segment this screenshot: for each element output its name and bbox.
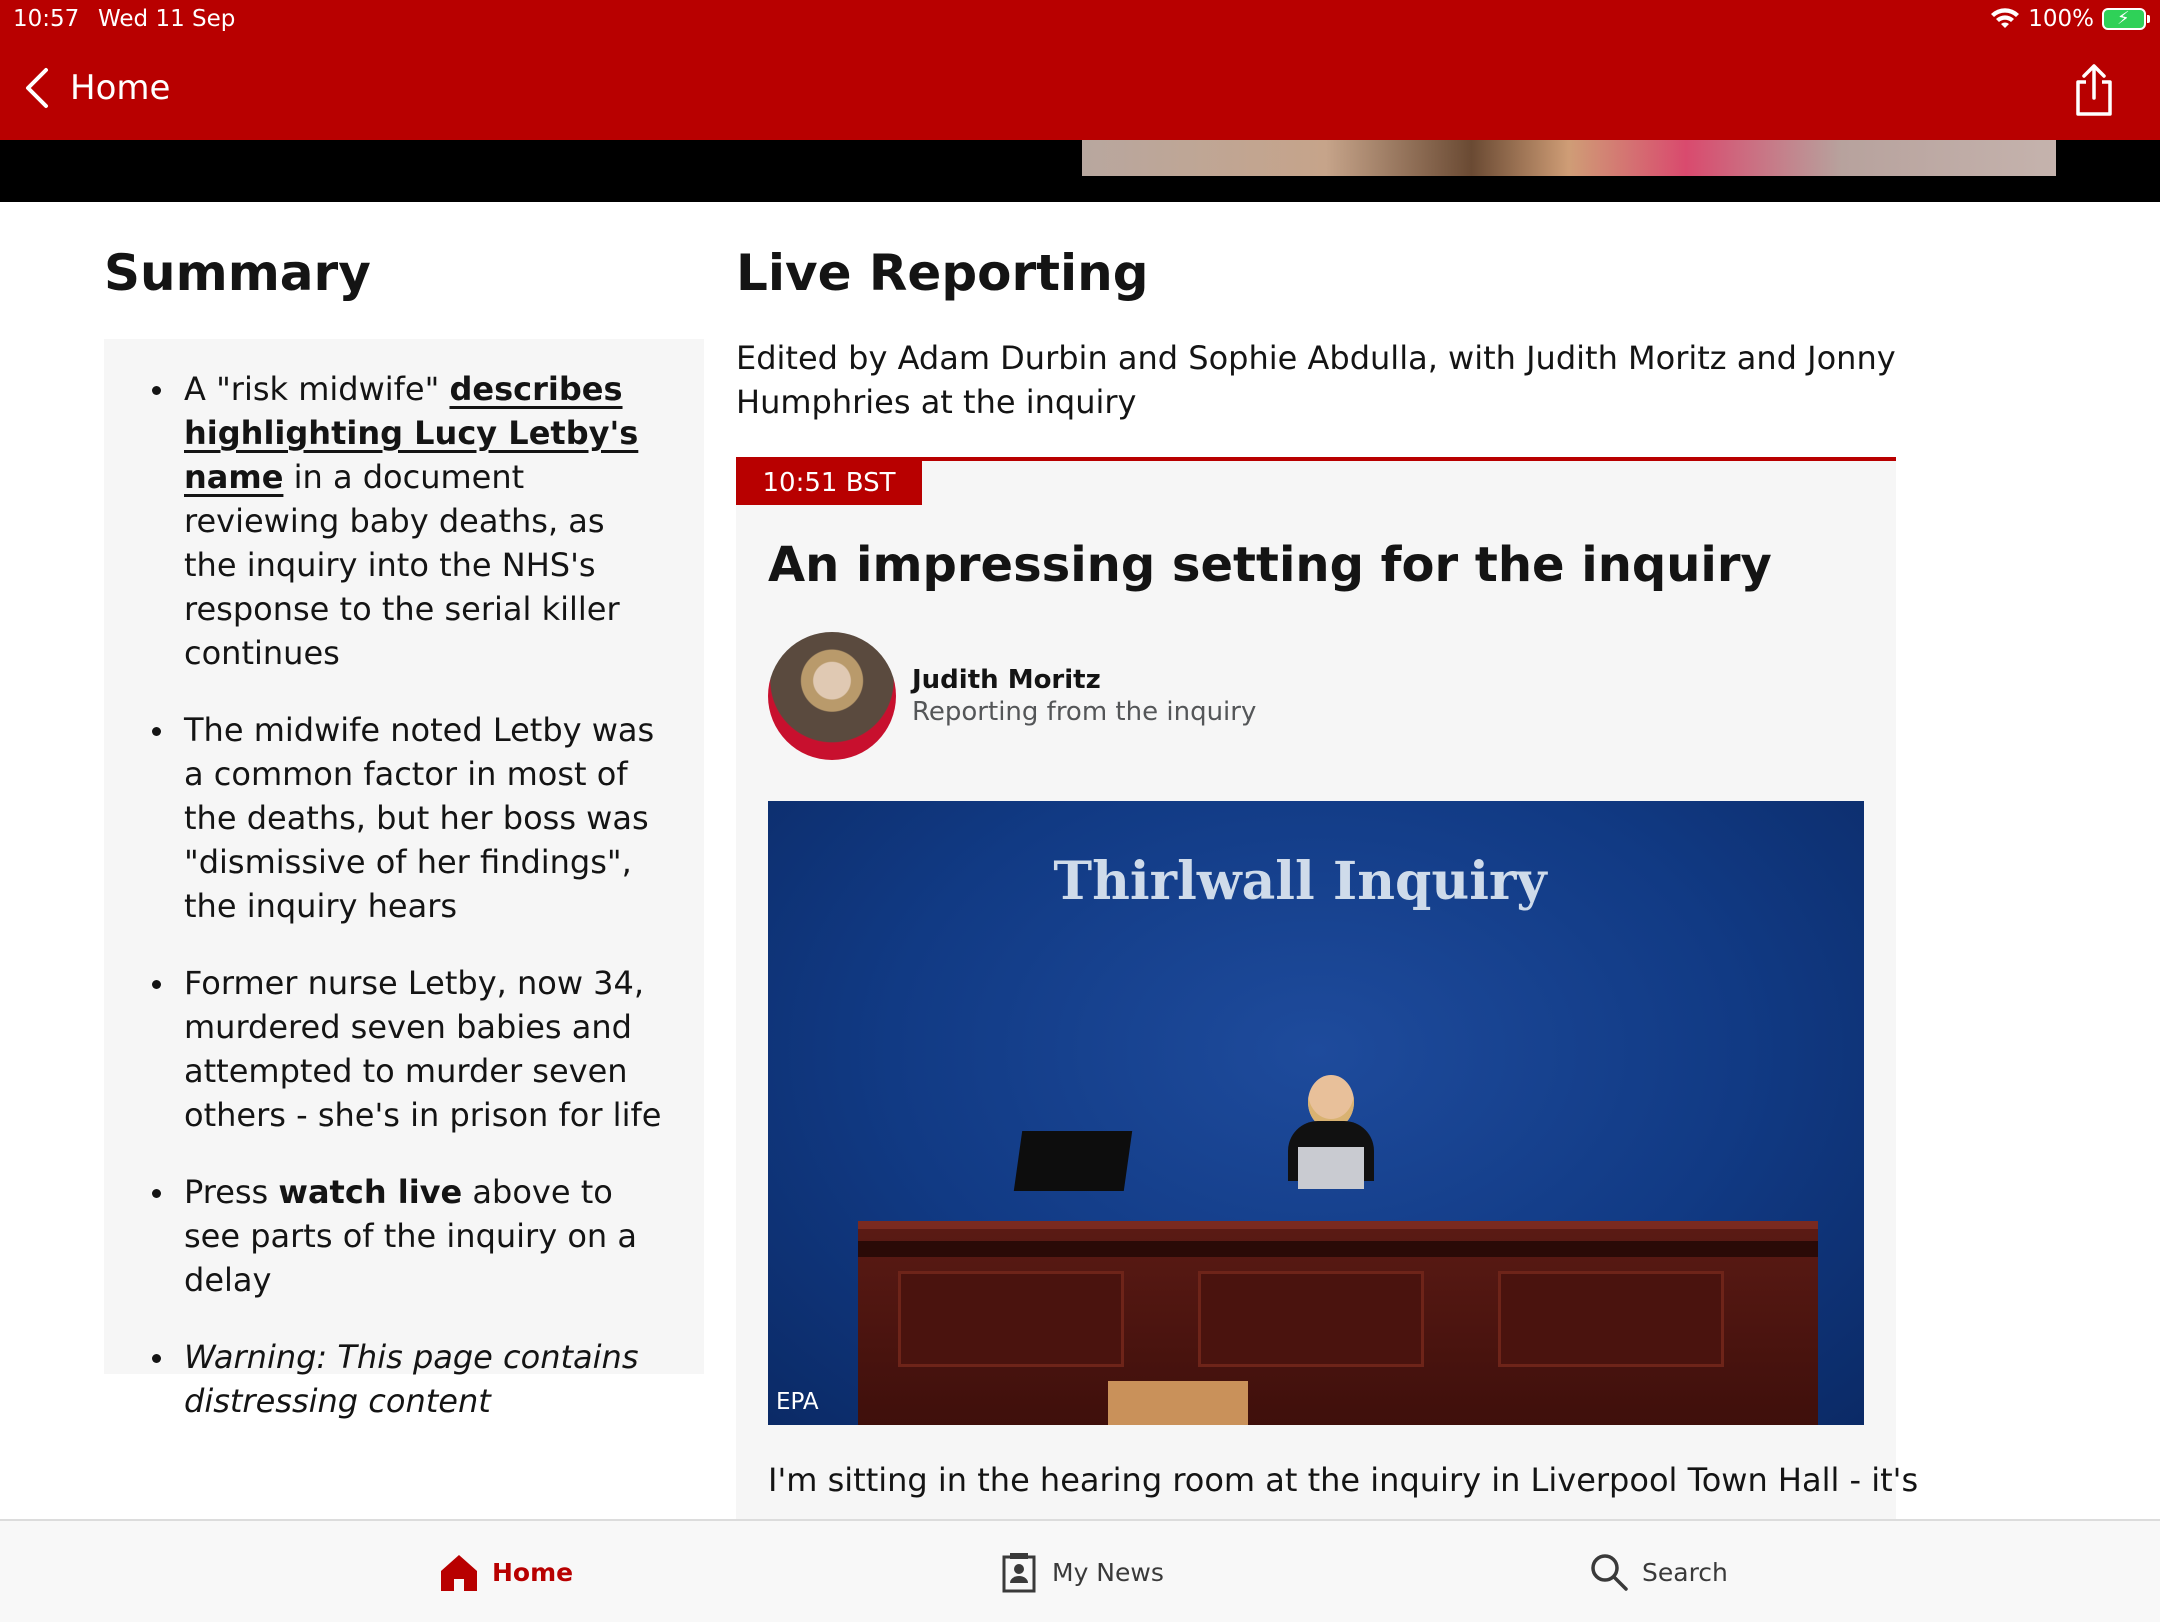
summary-heading: Summary bbox=[104, 244, 371, 302]
tab-search-label: Search bbox=[1642, 1557, 1728, 1587]
post-image[interactable] bbox=[768, 801, 1864, 1425]
summary-item: A "risk midwife" describes highlighting Lucy Letby's name in a document reviewing baby deaths, as the inquiry into the NHS's response to the serial killer continues bbox=[184, 367, 664, 675]
tab-search[interactable] bbox=[1588, 1551, 1728, 1593]
home-icon bbox=[438, 1551, 480, 1593]
author-avatar bbox=[768, 632, 896, 760]
image-bench-panel bbox=[898, 1271, 1124, 1367]
image-nameplate bbox=[1298, 1147, 1364, 1189]
back-button[interactable] bbox=[22, 66, 170, 110]
status-date: Wed 11 Sep bbox=[98, 6, 236, 32]
summary-panel bbox=[104, 339, 704, 1420]
status-time: 10:57 bbox=[13, 6, 80, 32]
live-post bbox=[736, 457, 1919, 1524]
tab-my-news[interactable] bbox=[998, 1551, 1164, 1593]
post-timestamp: 10:51 BST bbox=[736, 461, 922, 505]
search-icon bbox=[1588, 1551, 1630, 1593]
hero-video-strip bbox=[0, 140, 2160, 202]
image-monitor bbox=[1014, 1131, 1132, 1191]
battery-percent: 100% bbox=[2028, 6, 2094, 32]
tab-home-label: Home bbox=[492, 1557, 574, 1587]
top-bar bbox=[0, 0, 2160, 140]
summary-item: Press watch live above to see parts of the inquiry on a delay bbox=[184, 1170, 664, 1302]
warning-text: Warning: This page contains distressing content bbox=[184, 1338, 639, 1420]
live-reporting-heading: Live Reporting bbox=[736, 244, 1149, 302]
share-icon[interactable] bbox=[2070, 62, 2118, 118]
summary-link[interactable]: describes highlighting Lucy Letby's name bbox=[184, 370, 639, 496]
image-bench-panel bbox=[1198, 1271, 1424, 1367]
watch-live-text: watch live bbox=[278, 1173, 463, 1211]
editors-credit: Edited by Adam Durbin and Sophie Abdulla, with Judith Moritz and Jonny Humphries at the inquiry bbox=[736, 339, 1896, 421]
summary-item: Former nurse Letby, now 34, murdered seven babies and attempted to murder seven others - she's in prison for life bbox=[184, 961, 664, 1137]
author-name: Judith Moritz bbox=[912, 665, 1101, 695]
image-sign-text: Thirlwall Inquiry bbox=[1053, 851, 1547, 912]
image-desk bbox=[1108, 1381, 1248, 1425]
image-bench-panel bbox=[1498, 1271, 1724, 1367]
summary-item: The midwife noted Letby was a common factor in most of the deaths, but her boss was "dismissive of her findings", the inquiry hears bbox=[184, 708, 664, 928]
status-indicators bbox=[1990, 6, 2146, 32]
summary-item bbox=[184, 1335, 664, 1423]
image-credit: EPA bbox=[776, 1389, 819, 1415]
hero-photo bbox=[1082, 140, 2056, 176]
post-body: I'm sitting in the hearing room at the inquiry in Liverpool Town Hall - it's bbox=[768, 1461, 1919, 1499]
back-label: Home bbox=[70, 68, 171, 108]
my-news-icon bbox=[998, 1551, 1040, 1593]
image-bench-rail bbox=[858, 1241, 1818, 1257]
post-title: An impressing setting for the inquiry bbox=[768, 537, 1772, 593]
tab-my-news-label: My News bbox=[1052, 1557, 1164, 1587]
battery-icon: ⚡ bbox=[2102, 8, 2146, 30]
author-role: Reporting from the inquiry bbox=[912, 697, 1257, 727]
wifi-icon bbox=[1990, 8, 2020, 30]
tab-bar bbox=[0, 1519, 2160, 1622]
tab-home[interactable] bbox=[438, 1551, 573, 1593]
summary-list bbox=[184, 367, 664, 1423]
chevron-left-icon bbox=[22, 66, 52, 110]
